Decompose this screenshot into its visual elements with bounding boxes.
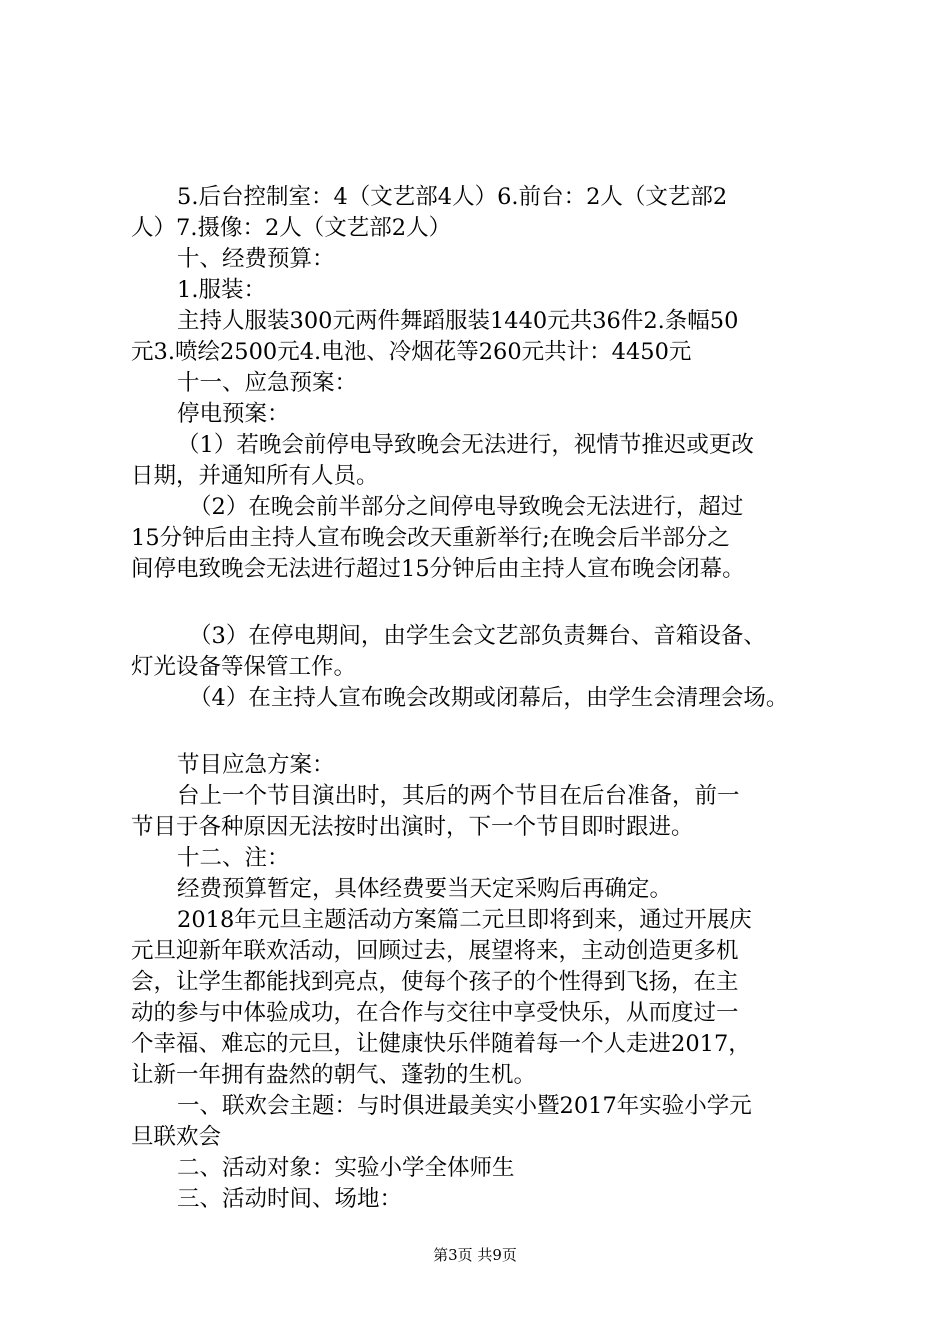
paragraph-line: 让新一年拥有盎然的朝气、蓬勃的生机。 (131, 1062, 537, 1088)
paragraph-line: 个幸福、难忘的元旦，让健康快乐伴随着每一个人走进2017， (131, 1031, 751, 1057)
paragraph-line: 1.服装： (177, 277, 266, 303)
paragraph-line: 旦联欢会 (131, 1124, 222, 1150)
page-number-footer: 第3页 共9页 (433, 1246, 517, 1264)
paragraph-line: 节目于各种原因无法按时出演时，下一个节目即时跟进。 (131, 814, 694, 840)
paragraph-line: 台上一个节目演出时，其后的两个节目在后台准备，前一 (177, 783, 740, 809)
section-heading: 二、活动对象：实验小学全体师生 (177, 1155, 515, 1181)
section-heading: 一、联欢会主题：与时俱进最美实小暨2017年实验小学元 (177, 1093, 752, 1119)
paragraph-line: 日期，并通知所有人员。 (131, 463, 379, 489)
section-heading: 十、经费预算： (177, 246, 335, 272)
paragraph-spacer (131, 714, 851, 750)
paragraph-line: （2）在晚会前半部分之间停电导致晚会无法进行，超过 (189, 494, 744, 520)
paragraph-line: （3）在停电期间，由学生会文艺部负责舞台、音箱设备、 (189, 623, 766, 649)
paragraph-line: （4）在主持人宣布晚会改期或闭幕后，由学生会清理会场。 (189, 685, 789, 711)
paragraph-line: 15分钟后由主持人宣布晚会改天重新举行;在晚会后半部分之 (131, 525, 730, 551)
paragraph-line: 2018年元旦主题活动方案篇二元旦即将到来，通过开展庆 (177, 907, 752, 933)
section-heading: 十一、应急预案： (177, 370, 358, 396)
paragraph-line: 动的参与中体验成功，在合作与交往中享受快乐，从而度过一 (131, 1000, 739, 1026)
paragraph-line: 元旦迎新年联欢活动，回顾过去，展望将来，主动创造更多机 (131, 938, 739, 964)
section-heading: 三、活动时间、场地： (177, 1186, 403, 1212)
paragraph-line: 5.后台控制室：4（文艺部4人）6.前台：2人（文艺部2 (177, 184, 728, 210)
paragraph-line: 元3.喷绘2500元4.电池、冷烟花等260元共计：4450元 (131, 339, 692, 365)
paragraph-line: 经费预算暂定，具体经费要当天定采购后再确定。 (177, 876, 673, 902)
paragraph-line: 主持人服装300元两件舞蹈服装1440元共36件2.条幅50 (177, 308, 739, 334)
paragraph-line: 间停电致晚会无法进行超过15分钟后由主持人宣布晚会闭幕。 (131, 556, 745, 582)
subsection-heading: 停电预案： (177, 401, 290, 427)
document-body (131, 182, 851, 1215)
paragraph-line: （1）若晚会前停电导致晚会无法进行，视情节推迟或更改 (177, 432, 754, 458)
paragraph-spacer (131, 585, 851, 621)
section-heading: 十二、注： (177, 845, 290, 871)
subsection-heading: 节目应急方案： (177, 752, 335, 778)
paragraph-line: 灯光设备等保管工作。 (131, 654, 357, 680)
paragraph-line: 会，让学生都能找到亮点，使每个孩子的个性得到飞扬，在主 (131, 969, 739, 995)
paragraph-line: 人）7.摄像：2人（文艺部2人） (131, 215, 452, 241)
